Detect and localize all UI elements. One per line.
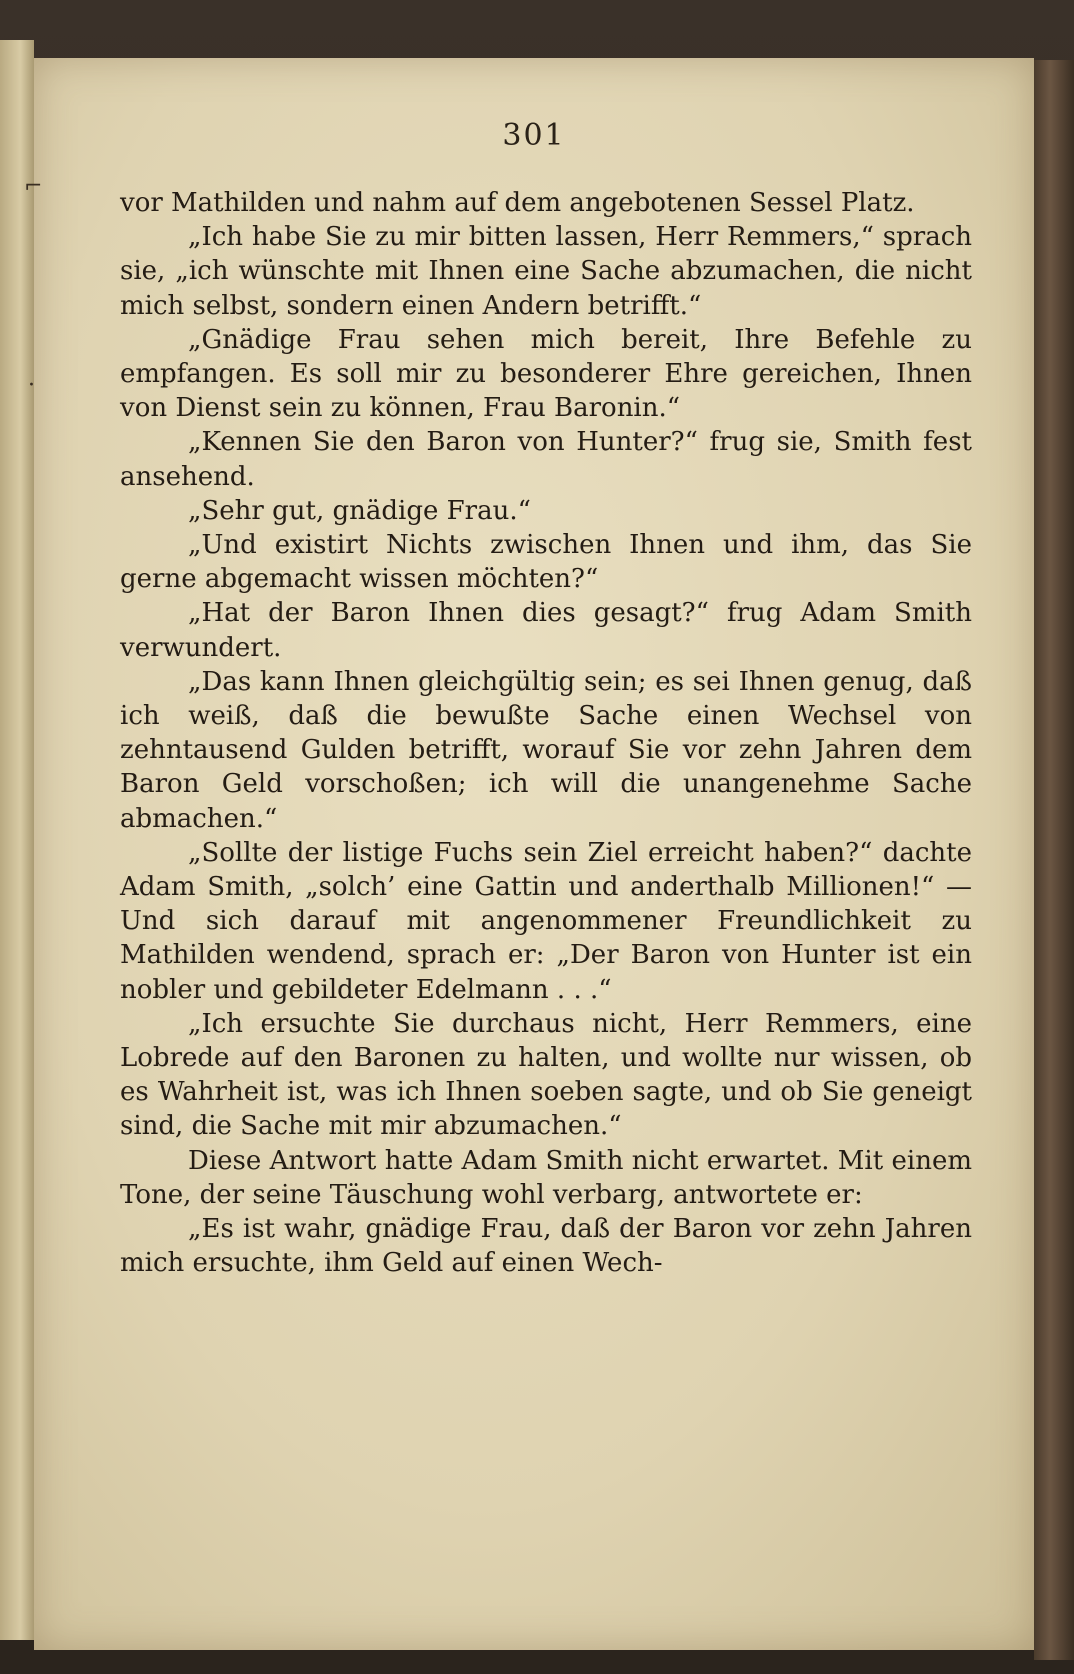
paragraph: „Kennen Sie den Baron von Hunter?“ frug sie, Smith fest ansehend. [120, 427, 972, 492]
paragraph: „Das kann Ihnen gleichgültig sein; es sei Ihnen genug, daß ich weiß, daß die bewußte Sache einen Wechsel von zehntausend Gulden betrifft, worauf Sie vor zehn Jahren dem Baron Geld vorschoßen; ich will die unangenehme Sache abmachen.“ [120, 666, 972, 834]
body-text [120, 186, 972, 1281]
paragraph: „Und existirt Nichts zwischen Ihnen und ihm, das Sie gerne abgemacht wissen möchten?“ [120, 530, 972, 595]
book-cover-edge [1034, 60, 1074, 1660]
paragraph: „Es ist wahr, gnädige Frau, daß der Baron vor zehn Jahren mich ersuchte, ihm Geld auf einen Wech- [120, 1214, 972, 1279]
book-page [24, 58, 1034, 1650]
margin-mark: ⌐ [24, 174, 43, 199]
paragraph: „Hat der Baron Ihnen dies gesagt?“ frug Adam Smith verwundert. [120, 598, 972, 663]
paragraph: „Ich habe Sie zu mir bitten lassen, Herr Remmers,“ sprach sie, „ich wünschte mit Ihnen eine Sache abzumachen, die nicht mich selbst, sondern einen Andern betrifft.“ [120, 222, 972, 321]
paragraph: Diese Antwort hatte Adam Smith nicht erwartet. Mit einem Tone, der seine Täuschung wohl verbarg, antwortete er: [120, 1145, 972, 1210]
paragraph: vor Mathilden und nahm auf dem angebotenen Sessel Platz. [120, 188, 915, 218]
page-number: 301 [502, 118, 566, 153]
paragraph: „Gnädige Frau sehen mich bereit, Ihre Befehle zu empfangen. Es soll mir zu besonderer Ehre gereichen, Ihnen von Dienst sein zu können, Frau Baronin.“ [120, 324, 972, 424]
paragraph: „Sollte der listige Fuchs sein Ziel erreicht haben?“ dachte Adam Smith, „solch’ eine Gattin und anderthalb Millionen!“ — Und sich darauf mit angenommener Freundlichkeit zu Mathilden wendend, sprach er: „Der Baron von Hunter ist ein nobler und gebildeter Edelmann . . .“ [120, 837, 972, 1005]
previous-page-edge [0, 40, 34, 1640]
paragraph: „Ich ersuchte Sie durchaus nicht, Herr Remmers, eine Lobrede auf den Baronen zu halten, und wollte nur wissen, ob es Wahrheit ist, was ich Ihnen soeben sagte, und ob Sie geneigt sind, die Sache mit mir abzumachen.“ [120, 1008, 972, 1142]
margin-mark: · [28, 373, 35, 398]
paragraph: „Sehr gut, gnädige Frau.“ [188, 495, 531, 526]
